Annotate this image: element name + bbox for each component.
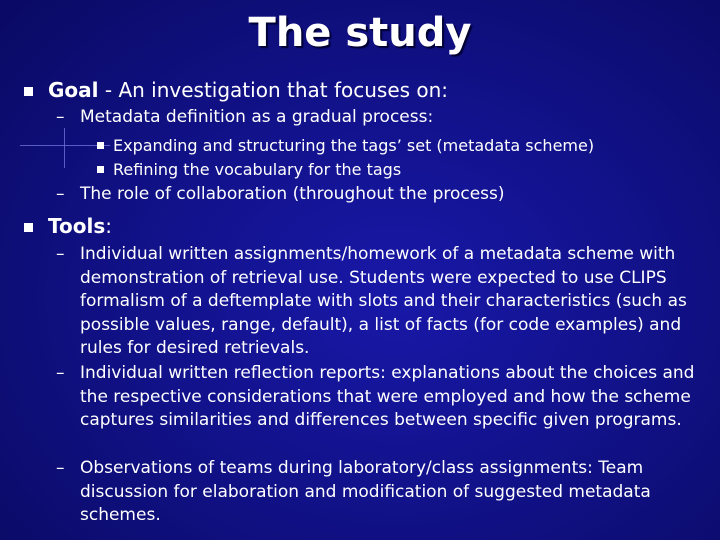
tools-item-2-text: Individual written reflection reports: explanations about the choices and the respective considerations that were employed and how the scheme captures similarities and differences between specific given programs. xyxy=(80,363,695,430)
goal-item-2-text: The role of collaboration (throughout the process) xyxy=(80,184,505,204)
dash-icon: – xyxy=(56,107,65,127)
dash-icon: – xyxy=(56,363,65,383)
square-bullet-icon xyxy=(97,166,104,173)
tools-item-3-text: Observations of teams during laboratory/class assignments: Team discussion for elaboration and modification of suggested metadata schemes. xyxy=(80,458,651,525)
dash-icon: – xyxy=(56,184,65,204)
tools-label: Tools xyxy=(48,214,106,238)
dash-icon: – xyxy=(56,458,65,478)
slide-title: The study xyxy=(248,10,472,56)
goal-item-1-text: Metadata definition as a gradual process: xyxy=(80,107,434,127)
tools-item-1-text: Individual written assignments/homework of a metadata scheme with demonstration of retrieval use. Students were expected to use CLIPS formalism of a deftemplate with slots and their characteristics (such as possible values, range, default), a list of facts (for code examples) and rules for desired retrievals. xyxy=(80,244,687,358)
square-bullet-icon xyxy=(24,87,33,96)
goal-subitem-2-text: Refining the vocabulary for the tags xyxy=(113,160,402,179)
goal-label: Goal xyxy=(48,78,99,102)
decorative-line-vertical xyxy=(64,128,65,168)
square-bullet-icon xyxy=(97,142,104,149)
goal-subitem-1-text: Expanding and structuring the tags’ set (metadata scheme) xyxy=(113,136,595,155)
tools-suffix: : xyxy=(105,214,112,238)
goal-text: - An investigation that focuses on: xyxy=(98,78,449,102)
square-bullet-icon xyxy=(24,223,33,232)
dash-icon: – xyxy=(56,244,65,264)
